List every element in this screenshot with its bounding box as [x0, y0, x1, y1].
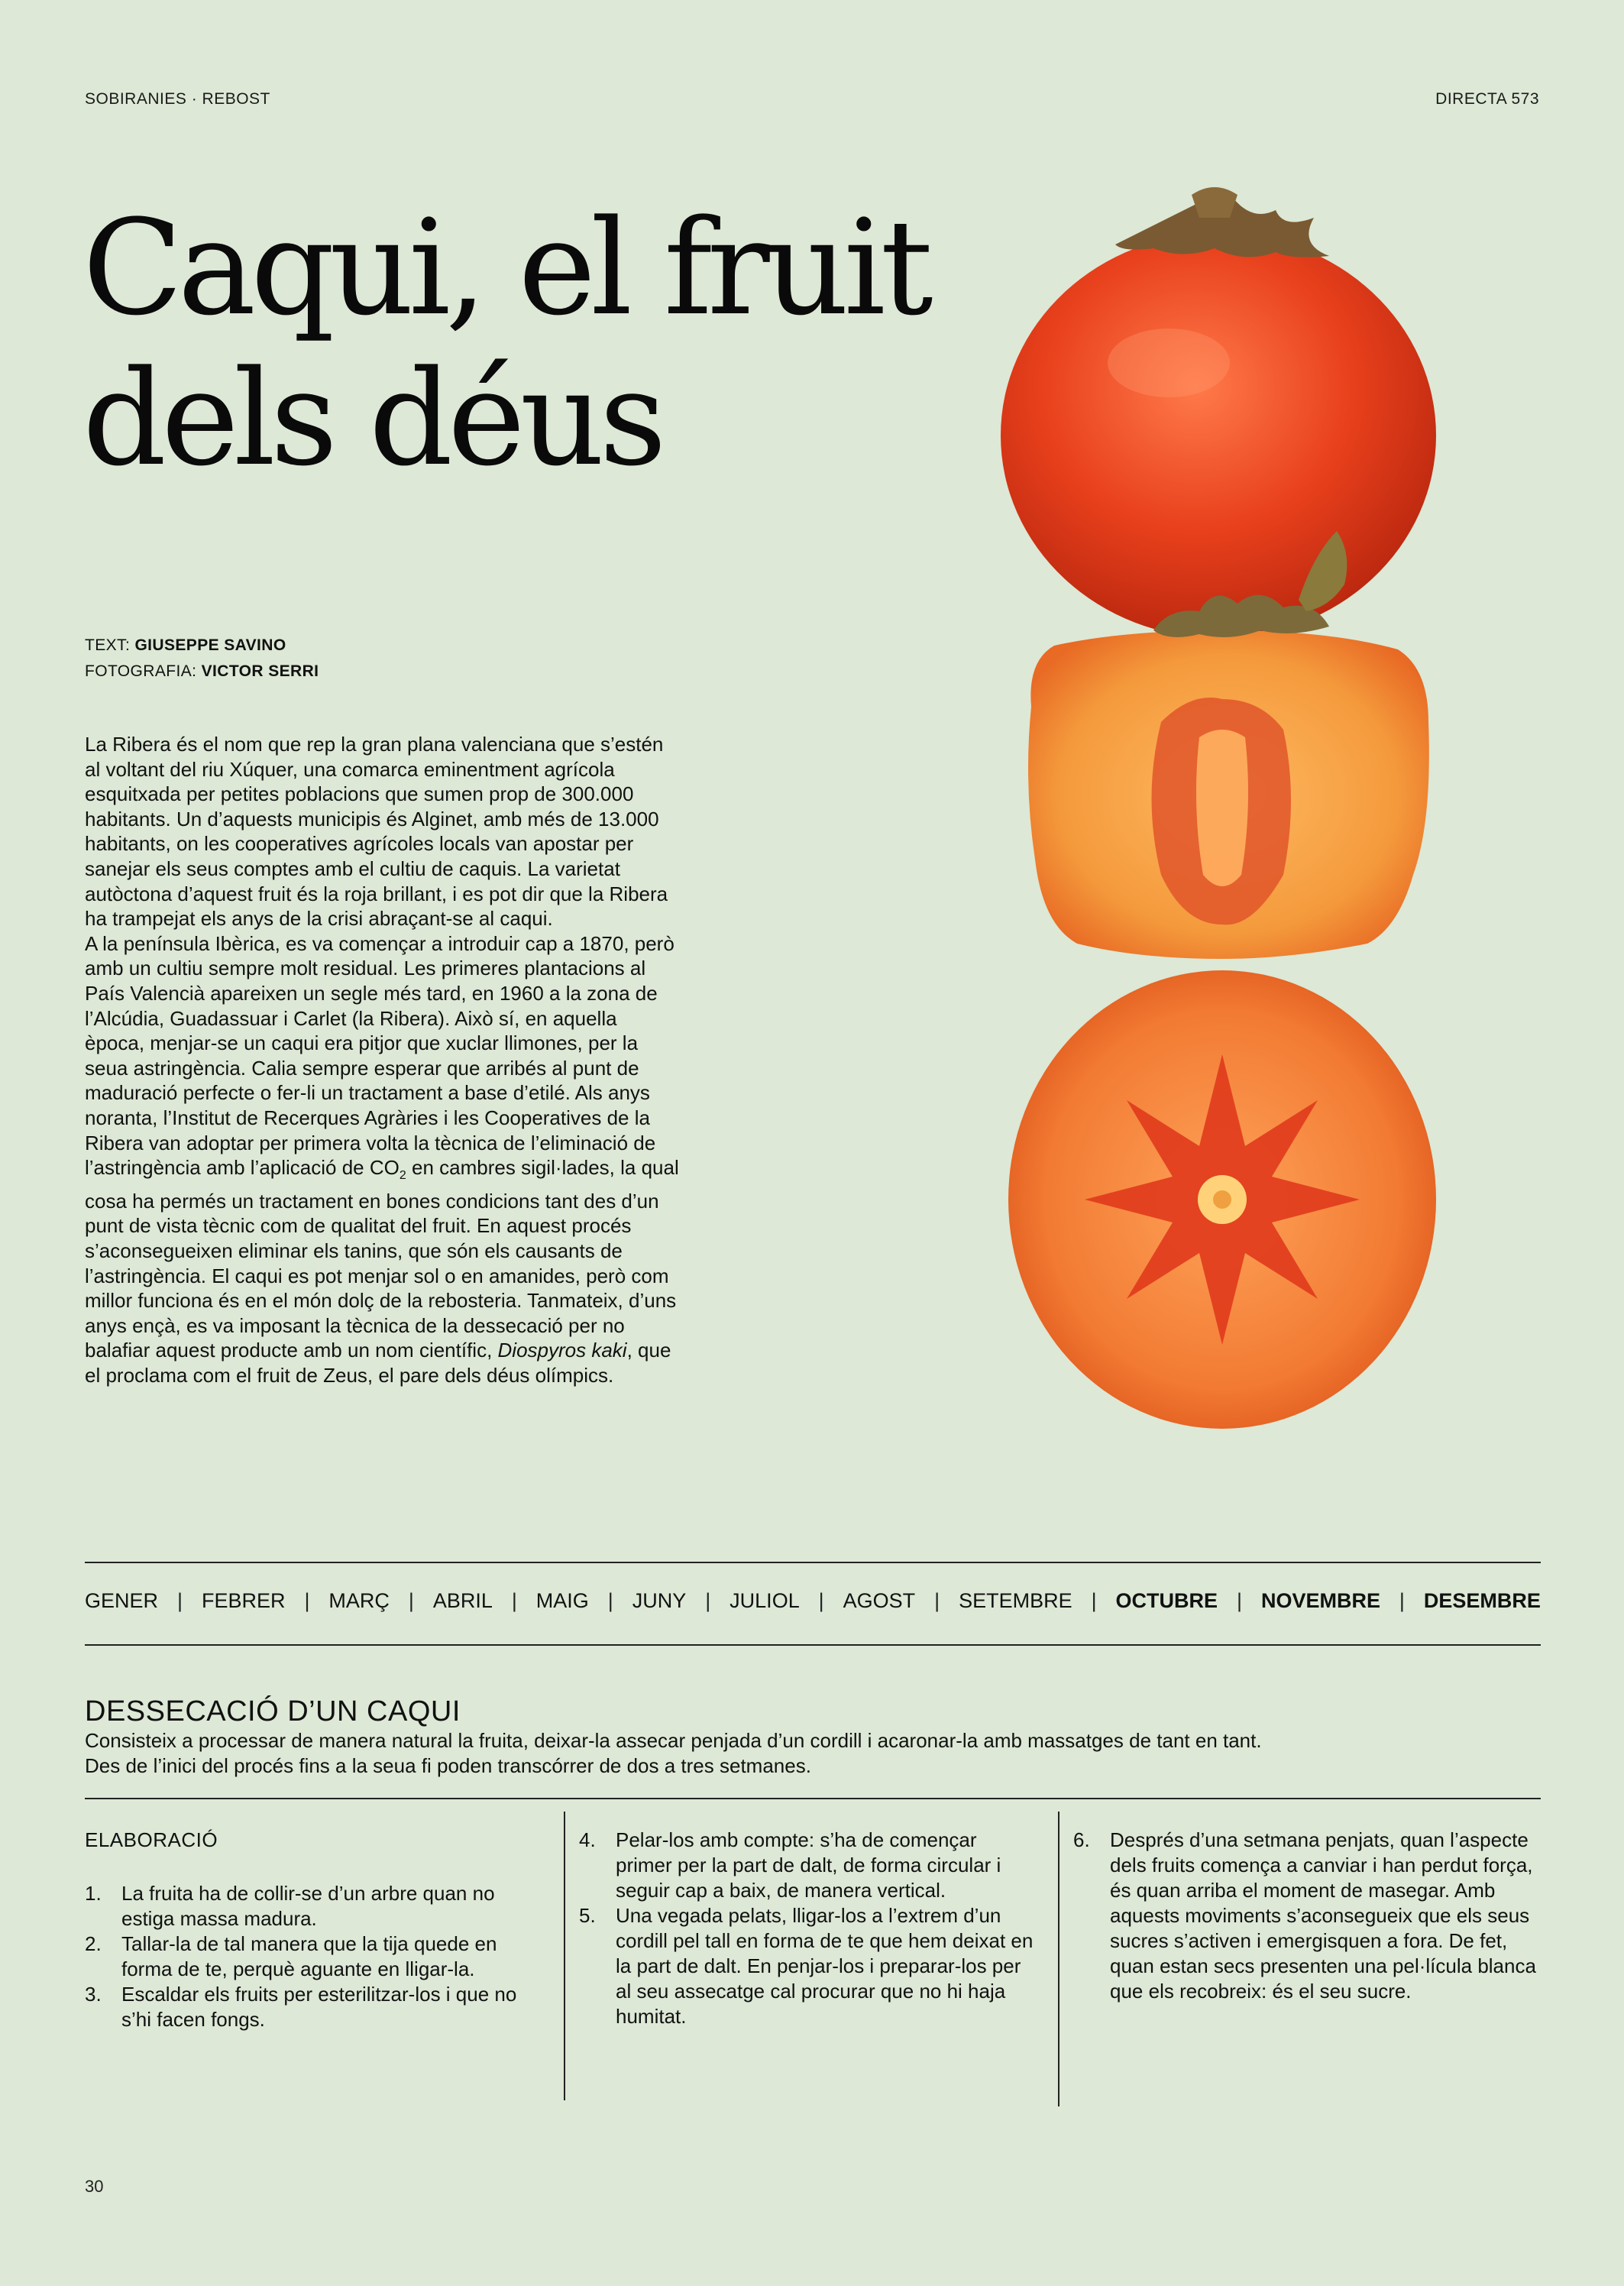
- steps-list: [85, 1881, 543, 2032]
- co2-subscript: 2: [399, 1169, 406, 1183]
- step-number: 5.: [579, 1904, 596, 1927]
- photo-credit-label: FOTOGRAFIA:: [85, 662, 197, 680]
- month-separator: |: [408, 1589, 414, 1612]
- step-number: 4.: [579, 1828, 596, 1851]
- step-item: [579, 1828, 1037, 1903]
- month-separator: |: [607, 1589, 613, 1612]
- step-item: [85, 1982, 543, 2032]
- dessecacio-title: DESSECACIÓ D’UN CAQUI: [85, 1695, 461, 1727]
- text-credit-author: GIUSEPPE SAVINO: [134, 636, 286, 654]
- step-number: 2.: [85, 1932, 102, 1955]
- column-divider: [1058, 1812, 1059, 2106]
- season-top-rule: [85, 1562, 1541, 1563]
- step-item: [85, 1881, 543, 1931]
- month-separator: |: [705, 1589, 711, 1612]
- text-credit-label: TEXT:: [85, 636, 131, 654]
- month-novembre: NOVEMBRE: [1260, 1589, 1380, 1612]
- recipe-column-2: [579, 1828, 1037, 2029]
- month-separator: |: [1236, 1589, 1242, 1612]
- column-divider: [564, 1812, 565, 2100]
- sliced-persimmon: [1008, 970, 1436, 1429]
- month-gener: GENER: [85, 1589, 159, 1612]
- season-bottom-rule: [85, 1644, 1541, 1646]
- co2-base: CO: [369, 1156, 400, 1180]
- step-text: Després d’una setmana penjats, quan l’aspecte dels fruits comença a canviar i han perdut força, és quan arriba el moment de masegar. Amb aquests moviments s’aconsegueix que els seus sucres s’activen i emergisquen a fora. De fet, quan estan secs presenten una pel·lícula blanca que els recobreix: és el seu sucre.: [1110, 1828, 1536, 2003]
- dessecacio-desc-line-2: Des de l’inici del procés fins a la seua fi poden transcórrer de dos a tres setmanes.: [85, 1754, 811, 1777]
- month-maig: MAIG: [535, 1589, 589, 1612]
- steps-list: [579, 1828, 1037, 2029]
- month-febrer: FEBRER: [201, 1589, 286, 1612]
- recipe-top-rule: [85, 1798, 1541, 1799]
- month-separator: |: [1091, 1589, 1097, 1612]
- month-separator: |: [818, 1589, 824, 1612]
- step-number: 3.: [85, 1983, 102, 2006]
- elaboracio-label: ELABORACIÓ: [85, 1828, 218, 1851]
- step-item: [85, 1931, 543, 1982]
- page-number: 30: [85, 2177, 104, 2196]
- month-juny: JUNY: [632, 1589, 687, 1612]
- steps-list: [1073, 1828, 1541, 2004]
- text-credit: [85, 636, 286, 655]
- step-text: Pelar-los amb compte: s’ha de començar primer per la part de dalt, de forma circular i seguir cap a baix, de manera vertical.: [616, 1828, 1001, 1902]
- season-months: [85, 1589, 1541, 1613]
- article-body: [85, 732, 681, 1388]
- month-marc: MARÇ: [328, 1589, 390, 1612]
- title-line-1: Caqui, el fruit: [82, 191, 928, 345]
- step-item: [1073, 1828, 1541, 2004]
- scientific-name: Diospyros kaki: [497, 1339, 627, 1362]
- top-calyx: [1115, 187, 1329, 257]
- photo-credit: [85, 662, 319, 681]
- persimmon-photo: [970, 172, 1474, 1509]
- month-separator: |: [511, 1589, 517, 1612]
- dessecacio-desc-line-1: Consisteix a processar de manera natural la fruita, deixar-la assecar penjada d’un cordill i acaronar-la amb massatges de tant en tant.: [85, 1729, 1262, 1752]
- whole-persimmon: [1001, 187, 1436, 638]
- month-octubre: OCTUBRE: [1115, 1589, 1218, 1612]
- month-separator: |: [934, 1589, 940, 1612]
- dessecacio-description: [85, 1728, 1541, 1779]
- article-title: [82, 193, 1014, 494]
- month-separator: |: [304, 1589, 310, 1612]
- month-abril: ABRIL: [432, 1589, 493, 1612]
- month-desembre: DESEMBRE: [1423, 1589, 1541, 1612]
- issue-label: DIRECTA 573: [1435, 90, 1539, 108]
- section-label: SOBIRANIES · REBOST: [85, 90, 270, 108]
- photo-credit-author: VICTOR SERRI: [201, 662, 319, 680]
- step-text: Escaldar els fruits per esterilitzar-los i que no s’hi facen fongs.: [121, 1983, 517, 2031]
- step-number: 1.: [85, 1882, 102, 1905]
- body-paragraph-2-end: , que el proclama com el fruit de Zeus, el pare dels déus olímpics.: [85, 1339, 671, 1387]
- step-item: [579, 1903, 1037, 2029]
- month-separator: |: [176, 1589, 183, 1612]
- step-text: Tallar-la de tal manera que la tija quede en forma de te, perquè aguante en lligar-la.: [121, 1932, 497, 1980]
- month-separator: |: [1399, 1589, 1405, 1612]
- month-agost: AGOST: [843, 1589, 916, 1612]
- recipe-column-3: [1073, 1828, 1541, 2004]
- title-line-2: dels déus: [82, 342, 662, 495]
- step-text: La fruita ha de collir-se d’un arbre quan no estiga massa madura.: [121, 1882, 495, 1930]
- co2-formula: [369, 1156, 406, 1183]
- body-paragraph-2: [85, 931, 681, 1388]
- month-setembre: SETEMBRE: [959, 1589, 1072, 1612]
- body-paragraph-1: La Ribera és el nom que rep la gran plana valenciana que s’estén al voltant del riu Xúquer, una comarca eminentment agrícola esquitxada per petites poblacions que sumen prop de 300.000 habitants. Un d’aquests municipis és Alginet, amb més de 13.000 habitants, on les cooperatives agrícoles locals van apostar per sanejar els seus comptes amb el cultiu de caquis. La varietat autòctona d’aquest fruit és la roja brillant, i es pot dir que la Ribera ha trampejat els anys de la crisi abraçant-se al caqui.: [85, 733, 668, 931]
- recipe-column-1: [85, 1828, 543, 2032]
- step-text: Una vegada pelats, lligar-los a l’extrem d’un cordill pel tall en forma de te que hem deixat en la part de dalt. En penjar-los i preparar-los per al seu assecatge cal procurar que no hi haja humitat.: [616, 1904, 1034, 2028]
- step-number: 6.: [1073, 1828, 1090, 1851]
- month-juliol: JULIOL: [730, 1589, 800, 1612]
- body-paragraph-2-part-2: en cambres sigil·lades, la qual cosa ha permés un tractament en bones condicions tant des d’un punt de vista tècnic com de qualitat del fruit. En aquest procés s’aconsegueixen eliminar els tanins, que són els causants de l’astringència. El caqui es pot menjar sol o en amanides, però com millor funciona és en el món dolç de la rebosteria. Tanmateix, d’uns anys ençà, es va imposant la tècnica de la dessecació per no balafiar aquest producte amb un nom científic,: [85, 1156, 679, 1362]
- body-paragraph-2-part-1: A la península Ibèrica, es va començar a introduir cap a 1870, però amb un cultiu sempre molt residual. Les primeres plantacions al País Valencià apareixen un segle més tard, en 1960 a la zona de l’Alcúdia, Guadassuar i Carlet (la Ribera). Això sí, en aquella època, menjar-se un caqui era pitjor que xuclar llimones, per la seua astringència. Calia sempre esperar que arribés al punt de maduració perfecte o fer-li un tractament a base d’etilé. Als anys noranta, l’Institut de Recerques Agràries i les Cooperatives de la Ribera van adoptar per primera volta la tècnica de l’eliminació de l’astringència amb l’aplicació de: [85, 931, 675, 1180]
